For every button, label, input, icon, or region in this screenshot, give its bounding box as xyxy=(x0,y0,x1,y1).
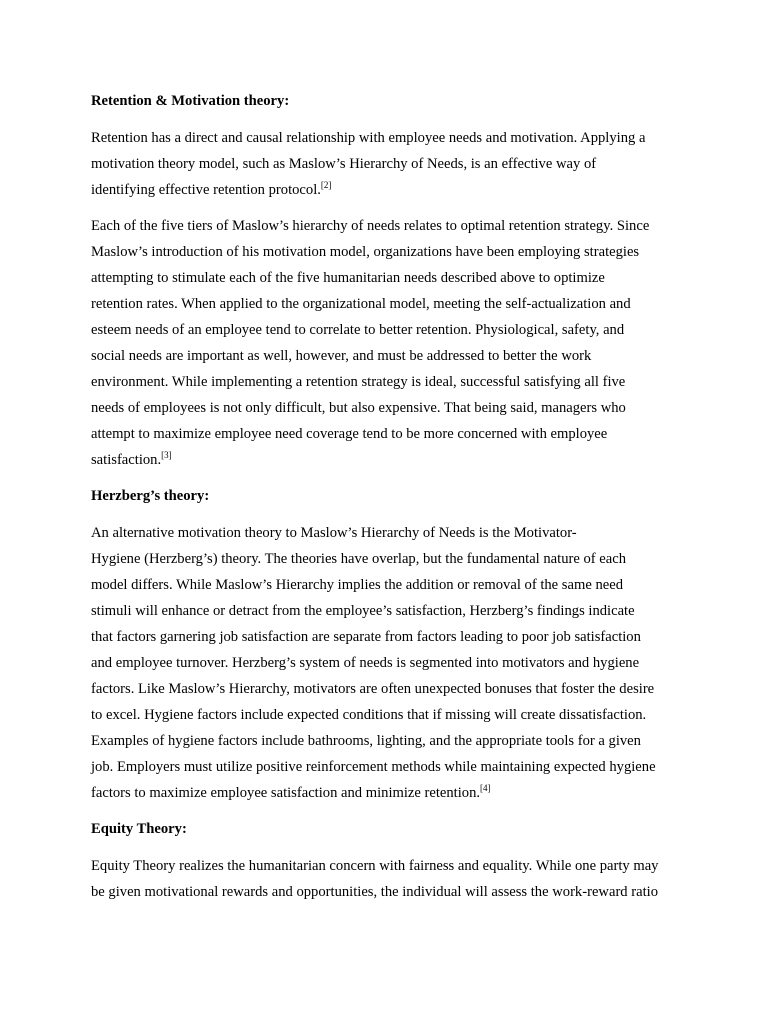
text-line: job. Employers must utilize positive reinforcement methods while maintaining expected hygiene xyxy=(91,759,656,775)
text-line-content: factors to maximize employee satisfaction and minimize retention. xyxy=(91,785,481,801)
text-line: model differs. While Maslow’s Hierarchy implies the addition or removal of the same need xyxy=(91,577,623,593)
text-line: that factors garnering job satisfaction are separate from factors leading to poor job satisfaction xyxy=(91,629,641,645)
text-line: Examples of hygiene factors include bathrooms, lighting, and the appropriate tools for a given xyxy=(91,733,641,749)
text-line-content: identifying effective retention protocol. xyxy=(91,182,321,198)
paragraph-equity xyxy=(91,853,688,905)
text-line: social needs are important as well, however, and must be addressed to better the work xyxy=(91,348,592,364)
paragraph-maslow-tiers xyxy=(91,213,688,473)
text-line: be given motivational rewards and opportunities, the individual will assess the work-reward ratio xyxy=(91,884,658,900)
text-line: needs of employees is not only difficult, but also expensive. That being said, managers who xyxy=(91,400,626,416)
text-line xyxy=(91,780,688,806)
text-line: stimuli will enhance or detract from the employee’s satisfaction, Herzberg’s findings indicate xyxy=(91,603,635,619)
text-line: Equity Theory realizes the humanitarian concern with fairness and equality. While one party may xyxy=(91,858,659,874)
citation-link[interactable]: [4] xyxy=(480,783,491,793)
text-line: retention rates. When applied to the organizational model, meeting the self-actualization and xyxy=(91,296,631,312)
text-line: An alternative motivation theory to Maslow’s Hierarchy of Needs is the Motivator- xyxy=(91,525,577,541)
text-line: environment. While implementing a retention strategy is ideal, successful satisfying all five xyxy=(91,374,626,390)
text-line: Retention has a direct and causal relationship with employee needs and motivation. Applying a xyxy=(91,130,646,146)
citation-link[interactable]: [2] xyxy=(320,180,332,190)
text-line: factors. Like Maslow’s Hierarchy, motivators are often unexpected bonuses that foster the desire xyxy=(91,681,655,697)
section-heading-equity: Equity Theory: xyxy=(91,821,187,837)
text-line: esteem needs of an employee tend to correlate to better retention. Physiological, safety, and xyxy=(91,322,625,338)
paragraph-retention-intro xyxy=(91,125,688,203)
section-heading-retention: Retention & Motivation theory: xyxy=(91,93,290,109)
text-line-content: satisfaction. xyxy=(91,452,162,468)
text-line: Each of the five tiers of Maslow’s hierarchy of needs relates to optimal retention strategy. Since xyxy=(91,218,650,234)
text-line: and employee turnover. Herzberg’s system of needs is segmented into motivators and hygiene xyxy=(91,655,640,671)
text-line: Hygiene (Herzberg’s) theory. The theories have overlap, but the fundamental nature of each xyxy=(91,551,627,567)
text-line xyxy=(91,177,688,203)
text-line: Maslow’s introduction of his motivation model, organizations have been employing strategies xyxy=(91,244,640,260)
paragraph-herzberg xyxy=(91,520,688,806)
text-line xyxy=(91,447,688,473)
text-line: to excel. Hygiene factors include expected conditions that if missing will create dissatisfaction. xyxy=(91,707,647,723)
text-line: motivation theory model, such as Maslow’s Hierarchy of Needs, is an effective way of xyxy=(91,156,597,172)
section-heading-herzberg: Herzberg’s theory: xyxy=(91,488,210,504)
citation-link[interactable]: [3] xyxy=(161,450,172,460)
text-line: attempting to stimulate each of the five humanitarian needs described above to optimize xyxy=(91,270,605,286)
text-line: attempt to maximize employee need coverage tend to be more concerned with employee xyxy=(91,426,608,442)
